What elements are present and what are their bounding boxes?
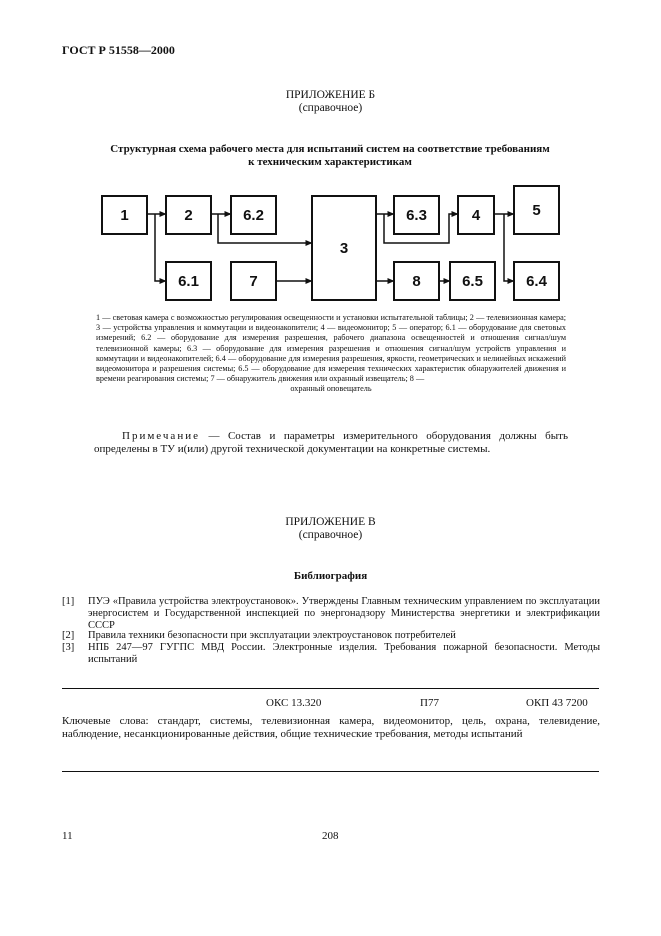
diagram-heading-line2: к техническим характеристикам [248, 156, 412, 168]
block-6-5-label: 6.5 [462, 273, 483, 290]
oks-code: ОКС 13.320 [266, 697, 322, 709]
diagram-heading-line1: Структурная схема рабочего места для испытаний систем на соответствие требованиям [110, 143, 550, 155]
block-2-label: 2 [184, 207, 193, 224]
arrow-2-3 [218, 214, 312, 243]
legend-text: 1 — световая камера с возможностью регулирования освещенности и установки испытательной таблицы; 2 — телевизионная камера; 3 — устройства управления и коммутации и видеонакопители; 4 — видеомонитор; 5 — оператор; 6.1 — оборудование для световых измерений; 6.2 — оборудование для измерения разрешения, рабочего диапазона освещенностей и отношения сигнал/шум телевизионной камеры; 6.3 — оборудование для измерения разрешения и отношения сигнал/шум устройств управления и коммутации и видеонакопителей; 6.4 — оборудование для измерения разрешения, яркости, геометрических и нелинейных искажений видеомонитора и разрешения системы; 6.5 — оборудование для измерения технических характеристик обнаружителей движения и времени реагирования системы; 7 — обнаружитель движения или охранный извещатель; 8 — [96, 313, 566, 384]
diagram-legend [96, 313, 566, 395]
appendix-c-subtitle: (справочное) [298, 529, 363, 541]
bibliography-heading: Библиография [293, 570, 368, 582]
footer-left: 11 [62, 830, 73, 842]
note-text: — Состав и параметры измерительного оборудования должны быть определены в ТУ и(или) другой технической документации на конкретные системы. [94, 430, 568, 455]
bib-number: [1] [62, 596, 75, 607]
appendix-b-subtitle: (справочное) [298, 102, 363, 114]
block-8-label: 8 [412, 273, 421, 290]
divider-top [62, 688, 599, 689]
block-6-1-label: 6.1 [178, 273, 199, 290]
block-7-label: 7 [249, 273, 258, 290]
arrow-1-6-1 [155, 214, 166, 281]
note-paragraph [94, 430, 568, 456]
bibliography-item [62, 642, 600, 666]
block-6-4-label: 6.4 [526, 273, 547, 290]
block-3-label: 3 [339, 240, 349, 257]
block-1-label: 1 [120, 207, 129, 224]
note-label: Примечание [122, 430, 200, 442]
appendix-c-title: ПРИЛОЖЕНИЕ В [285, 516, 376, 528]
bib-text: Правила техники безопасности при эксплуатации электроустановок потребителей [88, 630, 456, 641]
block-5-label: 5 [532, 202, 541, 219]
block-4-label: 4 [471, 207, 481, 224]
standard-header: ГОСТ Р 51558—2000 [62, 43, 175, 57]
okp-code: ОКП 43 7200 [526, 697, 588, 709]
bibliography-item [62, 630, 600, 642]
block-diagram [0, 0, 661, 310]
page-number: 208 [322, 830, 339, 842]
bib-number: [3] [62, 642, 75, 653]
divider-bottom [62, 771, 599, 772]
p-code: П77 [420, 697, 439, 709]
arrow-4-6-4 [504, 214, 514, 281]
legend-last-line: охранный оповещатель [290, 384, 372, 394]
bib-number: [2] [62, 630, 75, 641]
block-6-3-label: 6.3 [406, 207, 427, 224]
block-6-2-label: 6.2 [243, 207, 264, 224]
bib-text: ПУЭ «Правила устройства электроустановок». Утверждены Главным техническим управлением по эксплуатации энергосистем и Государственной инспекцией по энергонадзору Министерства энергетики и электрификации СССР [88, 596, 600, 631]
bib-text: НПБ 247—97 ГУГПС МВД России. Электронные изделия. Требования пожарной безопасности. Методы испытаний [88, 642, 600, 665]
bibliography-item [62, 596, 600, 632]
appendix-b-title: ПРИЛОЖЕНИЕ Б [285, 89, 376, 101]
keywords: Ключевые слова: стандарт, системы, телевизионная камера, видеомонитор, цель, охрана, телевидение, наблюдение, несанкционированные действия, общие технические требования, методы испытаний [62, 715, 600, 740]
